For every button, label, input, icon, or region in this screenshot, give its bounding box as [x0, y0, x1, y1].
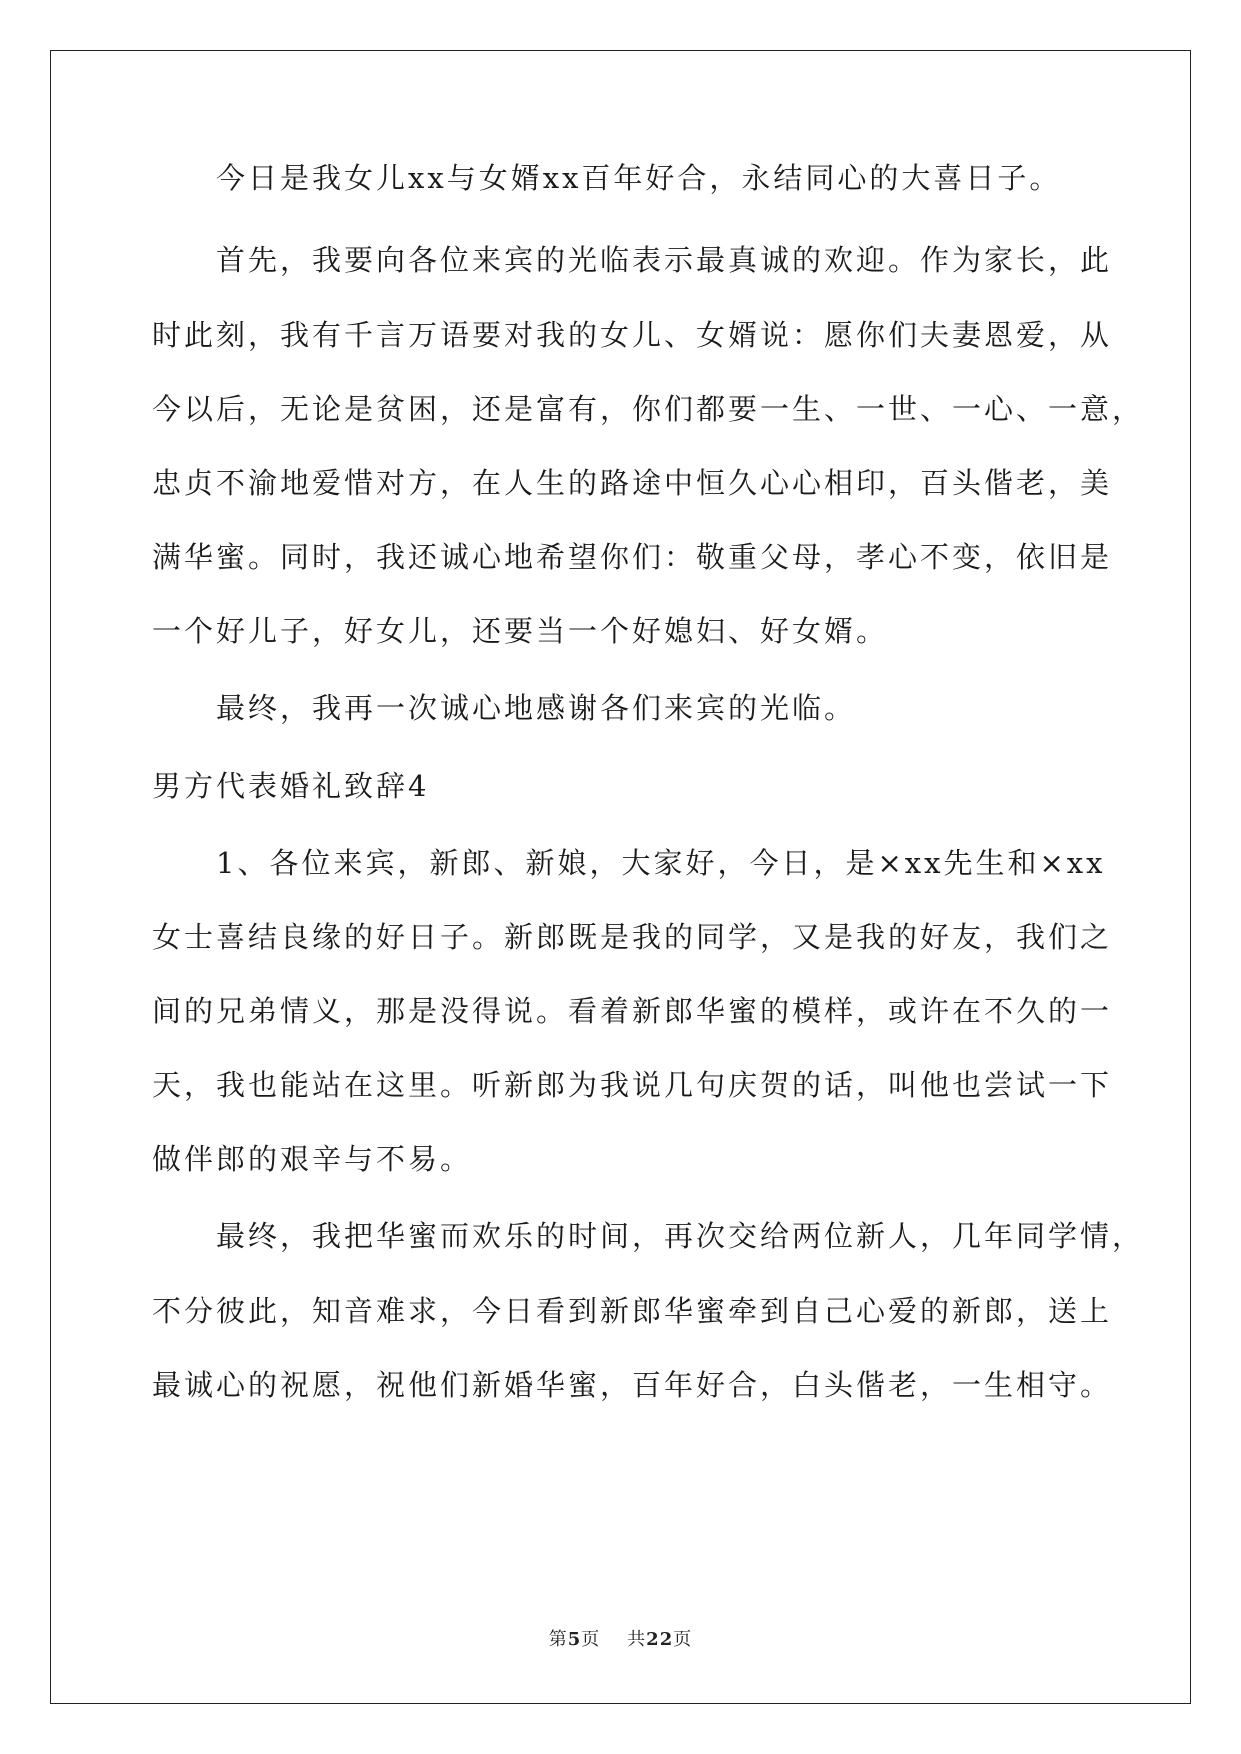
paragraph-line: 时此刻，我有千言万语要对我的女儿、女婿说：愿你们夫妻恩爱，从: [152, 318, 1113, 352]
page-footer: [0, 1625, 1241, 1651]
paragraph-line: 间的兄弟情义，那是没得说。看着新郎华蜜的模样，或许在不久的一: [152, 994, 1113, 1028]
paragraph-line: 天，我也能站在这里。听新郎为我说几句庆贺的话，叫他也尝试一下: [152, 1068, 1113, 1102]
paragraph-line: 最诚心的祝愿，祝他们新婚华蜜，百年好合，白头偕老，一生相守。: [152, 1368, 1113, 1402]
total-prefix: 共: [627, 1629, 647, 1650]
page-number: 5: [567, 1629, 582, 1650]
page-prefix: 第: [548, 1629, 568, 1650]
paragraph-line: 做伴郎的艰辛与不易。: [152, 1142, 473, 1176]
paragraph-line: 一个好儿子，好女儿，还要当一个好媳妇、好女婿。: [152, 614, 889, 648]
paragraph-line: 1、各位来宾，新郎、新娘，大家好，今日，是×xx先生和×xx: [216, 846, 1106, 880]
paragraph-line: 最终，我再一次诚心地感谢各们来宾的光临。: [216, 691, 857, 725]
paragraph-line: 不分彼此，知音难求，今日看到新郎华蜜牵到自己心爱的新郎，送上: [152, 1294, 1113, 1328]
page-suffix: 页: [581, 1629, 601, 1650]
total-pages: 22: [646, 1629, 674, 1650]
total-suffix: 页: [673, 1629, 693, 1650]
paragraph-line: 首先，我要向各位来宾的光临表示最真诚的欢迎。作为家长，此: [216, 243, 1113, 277]
paragraph-line: 今以后，无论是贫困，还是富有，你们都要一生、一世、一心、一意，: [152, 392, 1145, 426]
paragraph-line: 女士喜结良缘的好日子。新郎既是我的同学，又是我的好友，我们之: [152, 920, 1113, 954]
section-heading: 男方代表婚礼致辞4: [152, 769, 430, 803]
paragraph-line: 忠贞不渝地爱惜对方，在人生的路途中恒久心心相印，百头偕老，美: [152, 466, 1113, 500]
paragraph-line: 满华蜜。同时，我还诚心地希望你们：敬重父母，孝心不变，依旧是: [152, 540, 1113, 574]
paragraph-line: 今日是我女儿xx与女婿xx百年好合，永结同心的大喜日子。: [216, 161, 1062, 195]
paragraph-line: 最终，我把华蜜而欢乐的时间，再次交给两位新人，几年同学情，: [216, 1219, 1145, 1253]
